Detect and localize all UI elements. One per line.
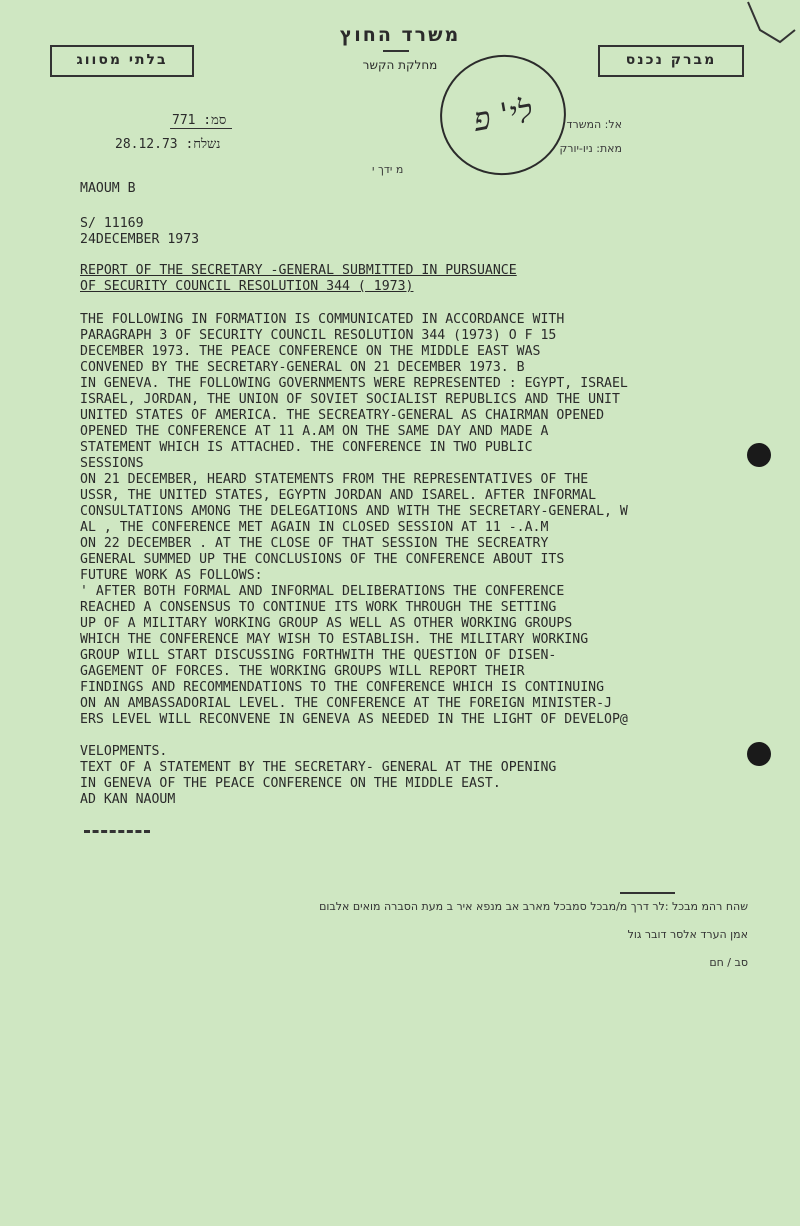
distribution-line: אמן הערד אלסר דובר גול [627, 928, 748, 941]
body-line: ON AN AMBASSADORIAL LEVEL. THE CONFERENCE AT THE FOREIGN MINISTER-J [80, 696, 612, 711]
body-line: VELOPMENTS. [80, 744, 168, 759]
body-line: SESSIONS [80, 456, 144, 471]
serial-mark: מ ידך י [372, 163, 404, 176]
header-divider [383, 50, 409, 52]
body-line: IN GENEVA. THE FOLLOWING GOVERNMENTS WERE REPRESENTED : EGYPT, ISRAEL [80, 376, 628, 391]
reference-underline [170, 128, 232, 129]
distribution-code: סב / חם [709, 956, 748, 969]
body-line: REACHED A CONSENSUS TO CONTINUE ITS WORK THROUGH THE SETTING [80, 600, 557, 615]
footer-rule [620, 892, 675, 894]
document-date: 24DECEMBER 1973 [80, 232, 200, 247]
body-line: PARAGRAPH 3 OF SECURITY COUNCIL RESOLUTION 344 (1973) O F 15 [80, 328, 557, 343]
telegram-body [80, 312, 628, 808]
handwritten-stamp: לי' פ [431, 45, 576, 185]
body-line: GAGEMENT OF FORCES. THE WORKING GROUPS WILL REPORT THEIR [80, 664, 525, 679]
body-line: ON 22 DECEMBER . AT THE CLOSE OF THAT SESSION THE SECREATRY [80, 536, 549, 551]
body-line: UP OF A MILITARY WORKING GROUP AS WELL AS OTHER WORKING GROUPS [80, 616, 573, 631]
body-line: ISRAEL, JORDAN, THE UNION OF SOVIET SOCIALIST REPUBLICS AND THE UNIT [80, 392, 620, 407]
body-line: USSR, THE UNITED STATES, EGYPTN JORDAN AND ISAREL. AFTER INFORMAL [80, 488, 597, 503]
title-line: REPORT OF THE SECRETARY -GENERAL SUBMITTED IN PURSUANCE [80, 263, 517, 278]
priority-box: מברק נכנס [598, 45, 744, 77]
body-line: OPENED THE CONFERENCE AT 11 A.AM ON THE SAME DAY AND MADE A [80, 424, 549, 439]
body-line: GENERAL SUMMED UP THE CONCLUSIONS OF THE CONFERENCE ABOUT ITS [80, 552, 565, 567]
title-line: OF SECURITY COUNCIL RESOLUTION 344 ( 1973) [80, 279, 414, 294]
body-line: ' AFTER BOTH FORMAL AND INFORMAL DELIBERATIONS THE CONFERENCE [80, 584, 565, 599]
body-line: STATEMENT WHICH IS ATTACHED. THE CONFERENCE IN TWO PUBLIC [80, 440, 533, 455]
body-line: CONSULTATIONS AMONG THE DELEGATIONS AND WITH THE SECRETARY-GENERAL, W [80, 504, 628, 519]
body-line: IN GENEVA OF THE PEACE CONFERENCE ON THE MIDDLE EAST. [80, 776, 501, 791]
body-line: ON 21 DECEMBER, HEARD STATEMENTS FROM THE REPRESENTATIVES OF THE [80, 472, 589, 487]
from-line: מאת: ניו-יורק [559, 142, 622, 155]
body-line: AL , THE CONFERENCE MET AGAIN IN CLOSED SESSION AT 11 -.A.M [80, 520, 549, 535]
body-line [80, 728, 628, 744]
body-line: FUTURE WORK AS FOLLOWS: [80, 568, 263, 583]
body-line: FINDINGS AND RECOMMENDATIONS TO THE CONFERENCE WHICH IS CONTINUING [80, 680, 605, 695]
sent-date: 28.12.73 :נשלח [115, 137, 221, 152]
corner-pen-mark-icon [740, 0, 800, 50]
document-number: S/ 11169 [80, 216, 144, 231]
ministry-header: משרד החוץ [339, 24, 461, 46]
punch-hole-icon [747, 742, 771, 766]
department-label: מחלקת הקשר [362, 58, 438, 72]
body-line: AD KAN NAOUM [80, 792, 176, 807]
body-line: UNITED STATES OF AMERICA. THE SECREATRY-GENERAL AS CHAIRMAN OPENED [80, 408, 605, 423]
punch-hole-icon [747, 443, 771, 467]
document-reference [80, 216, 199, 248]
body-line: WHICH THE CONFERENCE MAY WISH TO ESTABLISH. THE MILITARY WORKING [80, 632, 589, 647]
body-line: GROUP WILL START DISCUSSING FORTHWITH THE QUESTION OF DISEN- [80, 648, 557, 663]
addressee: MAOUM B [80, 181, 136, 196]
body-line: TEXT OF A STATEMENT BY THE SECRETARY- GENERAL AT THE OPENING [80, 760, 557, 775]
distribution-line: שהח רהמ מבכל ‏:ל‏ר ד‏רך מ/מבכל סמבכל מארב אב מנפא איר ב מעת הסברה מואים אלבום [319, 900, 748, 913]
body-line: THE FOLLOWING IN FORMATION IS COMMUNICATED IN ACCORDANCE WITH [80, 312, 565, 327]
body-line: DECEMBER 1973. THE PEACE CONFERENCE ON THE MIDDLE EAST WAS [80, 344, 541, 359]
end-of-message-mark [84, 830, 150, 833]
classification-box: בלתי מסווג [50, 45, 194, 77]
report-title [80, 263, 517, 295]
body-line: CONVENED BY THE SECRETARY-GENERAL ON 21 DECEMBER 1973. B [80, 360, 525, 375]
reference-number: 771 :סמ [172, 113, 227, 128]
to-line: אל: המשרד [566, 118, 622, 131]
body-line: ERS LEVEL WILL RECONVENE IN GENEVA AS NEEDED IN THE LIGHT OF DEVELOP@ [80, 712, 628, 727]
